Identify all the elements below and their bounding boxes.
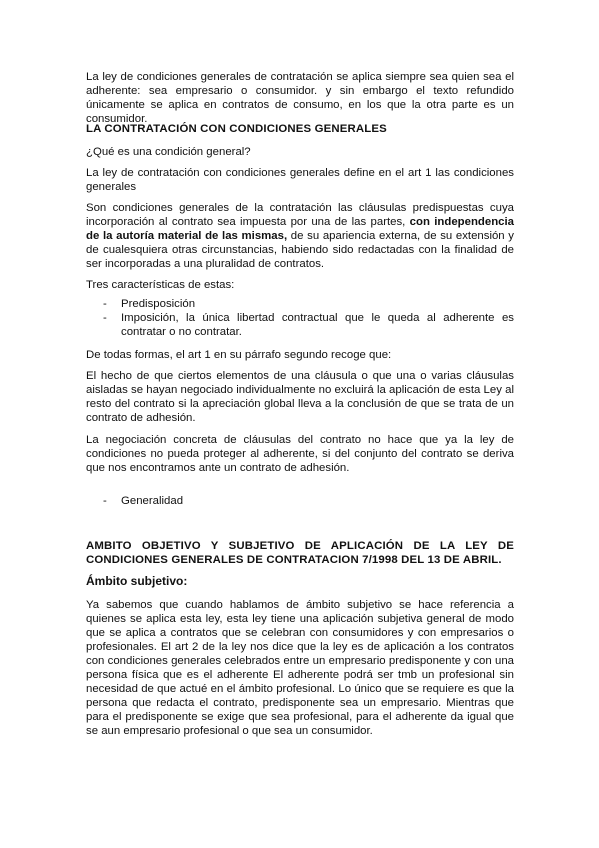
dash-marker: - xyxy=(103,495,107,507)
art1-quote-paragraph: El hecho de que ciertos elementos de una cláusula o que una o varias cláusulas aisladas se hayan negociado individualmente no excluirá la aplicación de esta Ley al resto del contrato si la apreciación global lleva a la conclusión de que se trata de un contrato de adhesión. xyxy=(86,370,514,424)
list-item xyxy=(86,494,514,508)
definition-text-start: Son condiciones generales de la contratación las cláusulas predispuestas cuya incorporación al contrato sea impuesta por una de las partes, xyxy=(86,202,514,228)
section-heading-contratacion: LA CONTRATACIÓN CON CONDICIONES GENERALES xyxy=(86,123,387,135)
list-item-text: Imposición, la única libertad contractual que le queda al adherente es contratar o no contratar. xyxy=(121,312,514,338)
dash-marker: - xyxy=(103,298,107,310)
definition-text-end: de su apariencia externa, de su extensión y de cualesquiera otras circunstancias, habiendo sido redactadas con la finalidad de ser incorporadas a una pluralidad de contratos. xyxy=(86,230,514,270)
list-item xyxy=(86,311,514,339)
subheading-ambito-subjetivo: Ámbito subjetivo: xyxy=(86,574,188,588)
art1-intro-paragraph: De todas formas, el art 1 en su párrafo segundo recoge que: xyxy=(86,349,392,361)
definition-paragraph xyxy=(86,201,514,271)
list-item xyxy=(86,297,514,311)
negotiation-paragraph: La negociación concreta de cláusulas del contrato no hace que ya la ley de condiciones no pueda proteger al adherente, si del conjunto del contrato se deriva que nos encontramos ante un contrato de adhesión. xyxy=(86,434,514,474)
section-heading-ambito: AMBITO OBJETIVO Y SUBJETIVO DE APLICACIÓN DE LA LEY DE CONDICIONES GENERALES DE CONTRATACION 7/1998 DEL 13 DE ABRIL. xyxy=(86,540,514,566)
dash-marker: - xyxy=(103,312,107,324)
list-item-text: Generalidad xyxy=(121,495,184,507)
generality-list xyxy=(86,494,514,508)
characteristics-intro: Tres características de estas: xyxy=(86,279,235,291)
characteristics-list xyxy=(86,297,514,339)
intro-paragraph: La ley de condiciones generales de contratación se aplica siempre sea quien sea el adherente: sea empresario o consumidor. y sin embargo el texto refundido únicamente se aplica en contratos de consumo, en los que la otra parte es un consumidor. xyxy=(86,71,514,125)
definition-text-bold: con independencia de la autoría material de las mismas, xyxy=(86,216,514,242)
question-paragraph: ¿Qué es una condición general? xyxy=(86,146,251,158)
definition-intro-paragraph: La ley de contratación con condiciones generales define en el art 1 las condiciones generales xyxy=(86,167,514,193)
ambito-subjetivo-paragraph: Ya sabemos que cuando hablamos de ámbito subjetivo se hace referencia a quienes se aplica esta ley, esta ley tiene una aplicación subjetiva general de modo que se aplica a contratos que se celebran con consumidores y con empresarios o profesionales. El art 2 de la ley nos dice que la ley es de aplicación a los contratos con condiciones generales celebrados entre un empresario predisponente y con una persona física que es el adherente El adherente podrá ser tmb un profesional sin necesidad de que actué en el ámbito profesional. Lo único que se requiere es que la persona que redacta el contrato, predisponente sea un empresario. Mientras que para el predisponente se exige que sea profesional, para el adherente da igual que se aun empresario profesional o que sea un consumidor. xyxy=(86,599,514,737)
list-item-text: Predisposición xyxy=(121,298,196,310)
